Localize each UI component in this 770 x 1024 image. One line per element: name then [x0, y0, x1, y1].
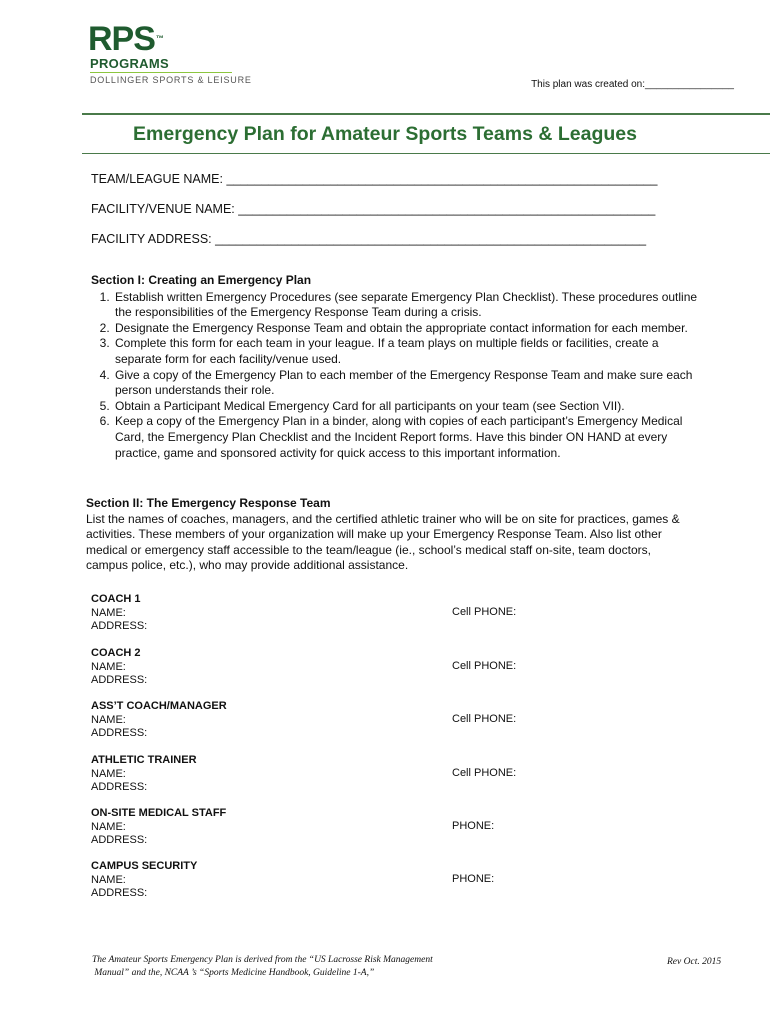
rps-logo [88, 20, 252, 88]
section-2-body: List the names of coaches, managers, and the certified athletic trainer who will be on site for practices, games & activities. These members of your organization will make up your Emergency Response Team. Also list other medical or emergency staff accessible to the team/league (ie., school’s medical staff on-site, team doctors, campus police, etc.), who may provide additional assistance. [86, 511, 680, 573]
page-title: Emergency Plan for Amateur Sports Teams & Leagues [133, 123, 637, 145]
contact-role: COACH 2 [91, 647, 141, 659]
list-item: 3. Complete this form for each team in your league. If a team plays on multiple fields or facilities, create a separate form for each facility/venue used. [113, 336, 701, 367]
address-field[interactable]: ADDRESS: [91, 781, 148, 793]
section-2 [86, 496, 696, 574]
section-1-list [91, 290, 701, 462]
contact-role: CAMPUS SECURITY [91, 860, 198, 872]
section-1 [91, 273, 701, 461]
name-field[interactable]: NAME: [91, 767, 126, 780]
contact-block-athletic-trainer [91, 754, 691, 795]
phone-field[interactable]: Cell PHONE: [452, 713, 517, 725]
section-2-heading: Section II: The Emergency Response Team [86, 496, 331, 510]
created-on-field[interactable]: This plan was created on:________________ [531, 79, 734, 90]
footer-source-note [92, 954, 472, 980]
address-field[interactable]: ADDRESS: [91, 620, 148, 632]
logo-subtitle: DOLLINGER SPORTS & LEISURE [90, 75, 252, 85]
logo-programs: PROGRAMS [90, 56, 169, 71]
logo-mark [88, 22, 163, 56]
phone-field[interactable]: PHONE: [452, 820, 495, 832]
phone-field[interactable]: Cell PHONE: [452, 767, 517, 779]
phone-field[interactable]: Cell PHONE: [452, 660, 517, 672]
name-field[interactable]: NAME: [91, 820, 126, 833]
contact-block-medical-staff [91, 807, 691, 848]
list-item: 2. Designate the Emergency Response Team and obtain the appropriate contact information for each member. [113, 321, 701, 337]
trademark-symbol: ™ [155, 34, 163, 43]
footer-note-line-1: The Amateur Sports Emergency Plan is derived from the “US Lacrosse Risk Management [92, 955, 433, 965]
footer-note-line-2: Manual” and the, NCAA ’s “Sports Medicine Handbook, Guideline 1-A,” [92, 968, 375, 978]
contact-block-asst-coach [91, 700, 691, 741]
footer-revision: Rev Oct. 2015 [667, 957, 722, 967]
name-field[interactable]: NAME: [91, 713, 126, 726]
title-rule-bottom [82, 153, 770, 154]
address-field[interactable]: ADDRESS: [91, 834, 148, 846]
name-field[interactable]: NAME: [91, 660, 126, 673]
name-field[interactable]: NAME: [91, 606, 126, 619]
title-rule-top [82, 113, 770, 115]
contact-block-coach-1 [91, 593, 691, 634]
phone-field[interactable]: Cell PHONE: [452, 606, 517, 618]
logo-divider [90, 72, 232, 73]
phone-field[interactable]: PHONE: [452, 873, 495, 885]
address-field[interactable]: ADDRESS: [91, 674, 148, 686]
list-item: 1. Establish written Emergency Procedures (see separate Emergency Plan Checklist). These procedures outline the responsibilities of the Emergency Response Team during a crisis. [113, 290, 701, 321]
contact-role: ON-SITE MEDICAL STAFF [91, 807, 227, 819]
team-league-name-field[interactable]: TEAM/LEAGUE NAME: ______________________________________________________________ [91, 172, 658, 186]
contact-role: COACH 1 [91, 593, 141, 605]
contact-role: ATHLETIC TRAINER [91, 754, 197, 766]
list-item: 5. Obtain a Participant Medical Emergency Card for all participants on your team (see Section VII). [113, 399, 701, 415]
facility-address-field[interactable]: FACILITY ADDRESS: ______________________________________________________________ [91, 232, 647, 246]
logo-mark-text: RPS [88, 20, 155, 58]
address-field[interactable]: ADDRESS: [91, 887, 148, 899]
name-field[interactable]: NAME: [91, 873, 126, 886]
list-item: 6. Keep a copy of the Emergency Plan in a binder, along with copies of each participant’s Emergency Medical Card, the Emergency Plan Checklist and the Incident Report forms. Have this binder ON HAND at every practice, game and sponsored activity for quick access to this important information. [113, 414, 701, 461]
facility-venue-name-field[interactable]: FACILITY/VENUE NAME: ____________________________________________________________ [91, 202, 656, 216]
list-item: 4. Give a copy of the Emergency Plan to each member of the Emergency Response Team and make sure each person understands their role. [113, 368, 701, 399]
contact-role: ASS’T COACH/MANAGER [91, 700, 227, 712]
address-field[interactable]: ADDRESS: [91, 727, 148, 739]
contact-block-campus-security [91, 860, 691, 901]
contact-block-coach-2 [91, 647, 691, 688]
section-1-heading: Section I: Creating an Emergency Plan [91, 273, 312, 287]
